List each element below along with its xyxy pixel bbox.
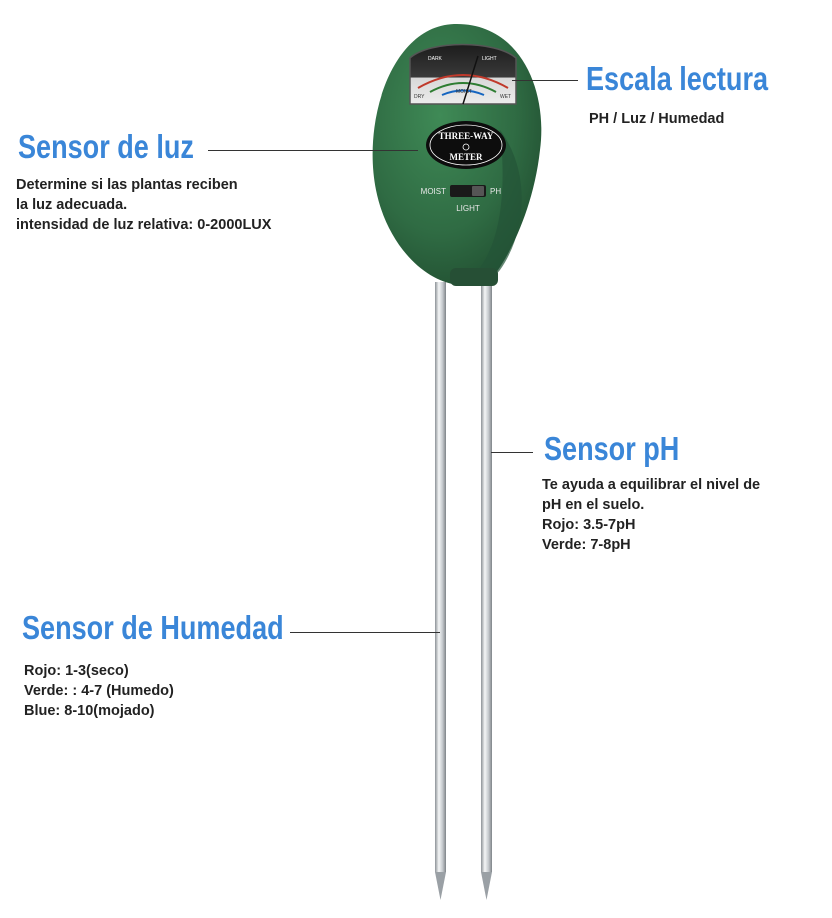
- light-sensor-leader-line: [208, 150, 418, 151]
- dial-dark-label: DARK: [428, 56, 442, 62]
- switch-light-label: LIGHT: [456, 204, 480, 213]
- light-sensor-description: [16, 175, 271, 235]
- brand-bottom-text: METER: [449, 152, 483, 162]
- ph-sensor-title: Sensor pH: [544, 430, 680, 467]
- switch-ph-label: PH: [490, 187, 502, 196]
- probe-left: [435, 282, 446, 900]
- humidity-sensor-leader-line: [290, 632, 440, 633]
- light-sensor-line: la luz adecuada.: [16, 197, 128, 213]
- ph-sensor-line: Verde: 7-8pH: [542, 537, 631, 553]
- humidity-sensor-line: Verde: : 4-7 (Humedo): [24, 683, 174, 699]
- scale-subtitle: [589, 109, 724, 129]
- brand-badge: [426, 121, 506, 169]
- ph-sensor-line: pH en el suelo.: [542, 497, 645, 513]
- light-sensor-line: Determine si las plantas reciben: [16, 177, 238, 193]
- dial-dry-label: DRY: [414, 94, 425, 100]
- probe-right: [481, 282, 492, 900]
- light-sensor-line: intensidad de luz relativa: 0-2000LUX: [16, 217, 272, 233]
- scale-leader-line: [512, 80, 578, 81]
- scale-title: Escala lectura: [586, 60, 769, 97]
- ph-sensor-line: Rojo: 3.5-7pH: [542, 517, 636, 533]
- light-sensor-title: Sensor de luz: [18, 128, 194, 165]
- humidity-sensor-title: Sensor de Humedad: [22, 609, 284, 646]
- dial-light-label: LIGHT: [482, 56, 497, 62]
- brand-top-text: THREE-WAY: [438, 131, 494, 141]
- humidity-sensor-line: Rojo: 1-3(seco): [24, 663, 129, 679]
- humidity-sensor-description: [24, 661, 174, 721]
- scale-subtitle-text: PH / Luz / Humedad: [589, 111, 725, 127]
- humidity-sensor-line: Blue: 8-10(mojado): [24, 703, 155, 719]
- ph-sensor-line: Te ayuda a equilibrar el nivel de: [542, 477, 761, 493]
- dial-wet-label: WET: [500, 94, 512, 100]
- dial-window: [410, 45, 516, 105]
- ph-sensor-description: [542, 475, 760, 555]
- dial-moist-label: MOIST: [456, 89, 472, 95]
- ph-sensor-leader-line: [491, 452, 533, 453]
- switch-moist-label: MOIST: [420, 187, 446, 196]
